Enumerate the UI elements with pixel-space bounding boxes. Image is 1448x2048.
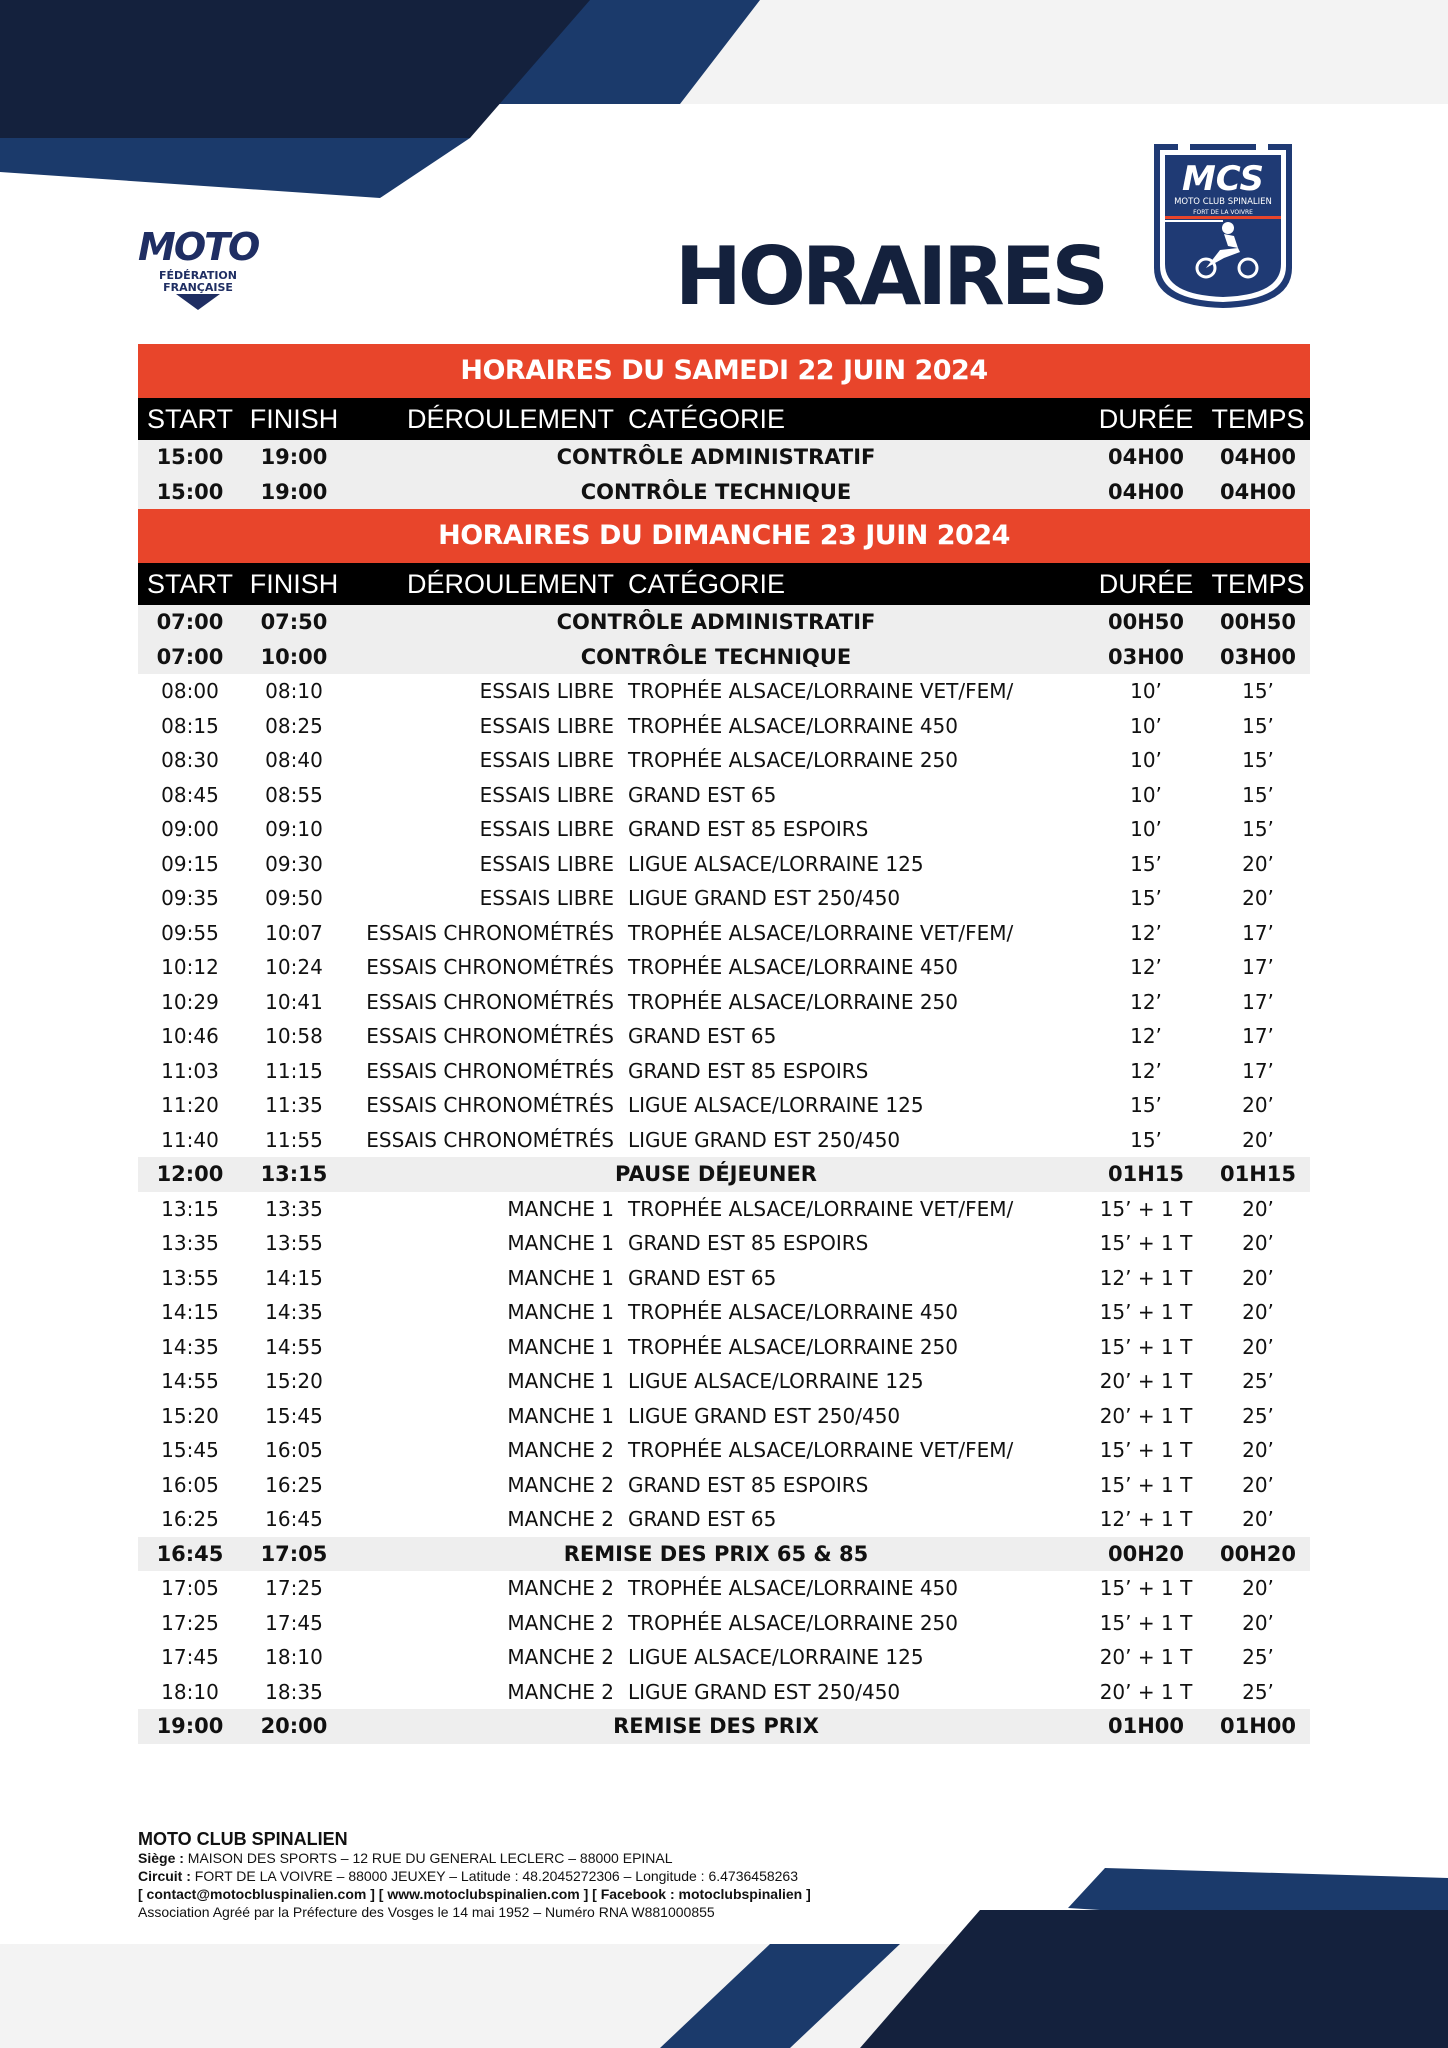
cell-start: 09:15 xyxy=(161,851,219,876)
table-row xyxy=(138,1295,1310,1330)
cell-finish: 17:45 xyxy=(265,1610,323,1635)
cell-deroulement: ESSAIS LIBRE xyxy=(479,851,614,876)
cell-temps: 17’ xyxy=(1242,1024,1274,1048)
cell-duree: 15’ + 1 T xyxy=(1099,1231,1193,1255)
cell-categorie: TROPHÉE ALSACE/LORRAINE 450 xyxy=(628,955,959,979)
table-row xyxy=(138,1640,1310,1675)
cell-deroulement: ESSAIS CHRONOMÉTRÉS xyxy=(366,920,614,945)
cell-deroulement: MANCHE 2 xyxy=(507,1472,614,1497)
cell-start: 08:15 xyxy=(161,713,219,738)
cell-finish: 18:35 xyxy=(265,1679,323,1704)
cell-temps: 20’ xyxy=(1242,851,1274,876)
table-row xyxy=(138,881,1310,916)
cell-label: PAUSE DÉJEUNER xyxy=(615,1162,817,1186)
cell-finish: 08:40 xyxy=(265,748,323,772)
cell-categorie: TROPHÉE ALSACE/LORRAINE VET/FEM/ xyxy=(628,920,1014,945)
cell-finish: 08:55 xyxy=(265,782,323,807)
cell-deroulement: ESSAIS CHRONOMÉTRÉS xyxy=(366,1024,614,1048)
cell-temps: 01H15 xyxy=(1219,1162,1297,1186)
cell-duree: 04H00 xyxy=(1107,445,1185,469)
table-row xyxy=(138,440,1310,475)
cell-duree: 04H00 xyxy=(1107,479,1185,504)
table-row xyxy=(138,1433,1310,1468)
cell-temps: 25’ xyxy=(1242,1369,1274,1393)
cell-start: 07:00 xyxy=(156,644,224,669)
ffm-logo-word: MOTO xyxy=(138,225,259,269)
footer-siege xyxy=(138,1849,1138,1867)
chevron-icon xyxy=(176,294,220,310)
cell-deroulement: ESSAIS LIBRE xyxy=(479,679,614,703)
cell-start: 10:29 xyxy=(161,989,219,1014)
cell-temps: 00H50 xyxy=(1219,610,1297,634)
table-row xyxy=(138,1054,1310,1089)
cell-start: 17:45 xyxy=(161,1645,219,1669)
cell-label: REMISE DES PRIX xyxy=(613,1714,819,1738)
table-row xyxy=(138,1675,1310,1710)
cell-duree: 15’ + 1 T xyxy=(1099,1576,1193,1600)
cell-duree: 12’ xyxy=(1130,955,1162,979)
cell-start: 10:46 xyxy=(161,1024,219,1048)
cell-finish: 19:00 xyxy=(260,445,328,469)
cell-temps: 15’ xyxy=(1242,782,1274,807)
cell-temps: 20’ xyxy=(1242,1093,1274,1117)
cell-duree: 20’ + 1 T xyxy=(1099,1369,1193,1393)
cell-duree: 10’ xyxy=(1130,817,1162,841)
cell-categorie: TROPHÉE ALSACE/LORRAINE 450 xyxy=(628,713,959,738)
cell-start: 08:30 xyxy=(161,748,219,772)
cell-finish: 08:25 xyxy=(265,713,323,738)
cell-finish: 11:15 xyxy=(265,1058,323,1083)
cell-duree: 15’ xyxy=(1130,1127,1162,1152)
table-row xyxy=(138,640,1310,675)
cell-finish: 14:35 xyxy=(265,1300,323,1324)
cell-duree: 15’ + 1 T xyxy=(1099,1610,1193,1635)
table-row xyxy=(138,847,1310,882)
cell-deroulement: MANCHE 1 xyxy=(507,1369,614,1393)
cell-finish: 09:30 xyxy=(265,851,323,876)
cell-deroulement: MANCHE 2 xyxy=(507,1507,614,1531)
cell-start: 09:00 xyxy=(161,817,219,841)
cell-deroulement: ESSAIS LIBRE xyxy=(479,748,614,772)
cell-finish: 11:35 xyxy=(265,1093,323,1117)
cell-deroulement: ESSAIS CHRONOMÉTRÉS xyxy=(366,1058,614,1083)
table-row xyxy=(138,812,1310,847)
cell-finish: 14:15 xyxy=(265,1265,323,1290)
table-row xyxy=(138,1537,1310,1572)
table-row xyxy=(138,1399,1310,1434)
cell-start: 09:55 xyxy=(161,920,219,945)
cell-start: 19:00 xyxy=(156,1714,224,1738)
cell-start: 13:35 xyxy=(161,1231,219,1255)
cell-deroulement: MANCHE 1 xyxy=(507,1300,614,1324)
cell-duree: 00H20 xyxy=(1107,1541,1185,1566)
cell-temps: 20’ xyxy=(1242,1127,1274,1152)
cell-temps: 20’ xyxy=(1242,1576,1274,1600)
cell-start: 16:25 xyxy=(161,1507,219,1531)
cell-deroulement: MANCHE 2 xyxy=(507,1645,614,1669)
cell-categorie: LIGUE ALSACE/LORRAINE 125 xyxy=(628,1369,924,1393)
cell-finish: 13:55 xyxy=(265,1231,323,1255)
cell-duree: 15’ xyxy=(1130,1093,1162,1117)
cell-temps: 20’ xyxy=(1242,1472,1274,1497)
cell-categorie: TROPHÉE ALSACE/LORRAINE 450 xyxy=(628,1300,959,1324)
sunday-header: HORAIRES DU DIMANCHE 23 JUIN 2024 xyxy=(138,509,1310,563)
cell-finish: 13:15 xyxy=(260,1162,328,1186)
col-finish: FINISH xyxy=(249,404,339,434)
cell-temps: 20’ xyxy=(1242,1300,1274,1324)
table-row xyxy=(138,1571,1310,1606)
cell-start: 08:45 xyxy=(161,782,219,807)
cell-start: 14:55 xyxy=(161,1369,219,1393)
cell-categorie: LIGUE GRAND EST 250/450 xyxy=(628,1127,901,1152)
cell-categorie: LIGUE GRAND EST 250/450 xyxy=(628,1679,901,1704)
footer-contacts-text: [ contact@motocbluspinalien.com ] [ www.motoclubspinalien.com ] [ Facebook : motoclubspinalien ] xyxy=(138,1886,811,1902)
cell-finish: 10:24 xyxy=(265,955,323,979)
cell-start: 11:20 xyxy=(161,1093,219,1117)
table-row xyxy=(138,1088,1310,1123)
cell-categorie: GRAND EST 85 ESPOIRS xyxy=(628,1058,869,1083)
cell-temps: 20’ xyxy=(1242,1265,1274,1290)
cell-deroulement: ESSAIS LIBRE xyxy=(479,782,614,807)
cell-temps: 04H00 xyxy=(1219,479,1297,504)
cell-categorie: GRAND EST 65 xyxy=(628,1507,777,1531)
cell-finish: 14:55 xyxy=(265,1334,323,1359)
cell-start: 11:03 xyxy=(161,1058,219,1083)
footer-circuit-text: FORT DE LA VOIVRE – 88000 JEUXEY – Latitude : 48.2045272306 – Longitude : 6.4736458263 xyxy=(190,1868,798,1884)
cell-deroulement: ESSAIS CHRONOMÉTRÉS xyxy=(366,989,614,1014)
table-row xyxy=(138,1709,1310,1744)
cell-categorie: TROPHÉE ALSACE/LORRAINE 250 xyxy=(628,1334,959,1359)
cell-deroulement: ESSAIS CHRONOMÉTRÉS xyxy=(366,955,614,979)
cell-start: 11:40 xyxy=(161,1127,219,1152)
cell-finish: 11:55 xyxy=(265,1127,323,1152)
cell-start: 14:35 xyxy=(161,1334,219,1359)
cell-start: 16:45 xyxy=(156,1541,224,1566)
cell-duree: 15’ xyxy=(1130,851,1162,876)
cell-finish: 09:10 xyxy=(265,817,323,841)
mcs-name: MOTO CLUB SPINALIEN xyxy=(1174,197,1272,207)
cell-finish: 19:00 xyxy=(260,479,328,504)
cell-categorie: TROPHÉE ALSACE/LORRAINE 250 xyxy=(628,748,959,772)
table-row xyxy=(138,1192,1310,1227)
table-row xyxy=(138,1019,1310,1054)
cell-deroulement: MANCHE 1 xyxy=(507,1231,614,1255)
col-duree: DURÉE xyxy=(1098,569,1194,599)
cell-temps: 20’ xyxy=(1242,1438,1274,1462)
cell-temps: 15’ xyxy=(1242,748,1274,772)
cell-finish: 18:10 xyxy=(265,1645,323,1669)
footer-association: Association Agréé par la Préfecture des Vosges le 14 mai 1952 – Numéro RNA W881000855 xyxy=(138,1904,715,1920)
table-row xyxy=(138,1123,1310,1158)
cell-finish: 16:25 xyxy=(265,1472,323,1497)
cell-duree: 10’ xyxy=(1130,782,1162,807)
cell-deroulement: MANCHE 1 xyxy=(507,1265,614,1290)
cell-deroulement: ESSAIS LIBRE xyxy=(479,886,614,910)
cell-start: 13:15 xyxy=(161,1196,219,1221)
cell-temps: 17’ xyxy=(1242,989,1274,1014)
cell-finish: 07:50 xyxy=(260,610,328,634)
cell-label: CONTRÔLE TECHNIQUE xyxy=(580,479,852,504)
cell-duree: 12’ xyxy=(1130,989,1162,1014)
table-row xyxy=(138,1330,1310,1365)
cell-temps: 20’ xyxy=(1242,1231,1274,1255)
cell-categorie: GRAND EST 65 xyxy=(628,1265,777,1290)
sunday-rows xyxy=(138,605,1310,1744)
cell-categorie: GRAND EST 85 ESPOIRS xyxy=(628,817,869,841)
cell-categorie: TROPHÉE ALSACE/LORRAINE VET/FEM/ xyxy=(628,679,1014,703)
cell-duree: 15’ + 1 T xyxy=(1099,1472,1193,1497)
cell-categorie: GRAND EST 85 ESPOIRS xyxy=(628,1231,869,1255)
cell-label: CONTRÔLE TECHNIQUE xyxy=(580,644,852,669)
cell-temps: 17’ xyxy=(1242,955,1274,979)
cell-start: 09:35 xyxy=(161,886,219,910)
cell-duree: 20’ + 1 T xyxy=(1099,1679,1193,1704)
cell-start: 15:20 xyxy=(161,1403,219,1428)
cell-start: 17:05 xyxy=(161,1576,219,1600)
cell-deroulement: ESSAIS CHRONOMÉTRÉS xyxy=(366,1093,614,1117)
cell-duree: 10’ xyxy=(1130,679,1162,703)
cell-temps: 17’ xyxy=(1242,920,1274,945)
cell-finish: 08:10 xyxy=(265,679,323,703)
cell-start: 15:00 xyxy=(156,479,224,504)
cell-duree: 00H50 xyxy=(1107,610,1185,634)
cell-finish: 10:41 xyxy=(265,989,323,1014)
cell-duree: 15’ + 1 T xyxy=(1099,1438,1193,1462)
cell-temps: 15’ xyxy=(1242,817,1274,841)
table-row xyxy=(138,605,1310,640)
cell-categorie: LIGUE GRAND EST 250/450 xyxy=(628,886,901,910)
cell-temps: 20’ xyxy=(1242,1507,1274,1531)
cell-duree: 20’ + 1 T xyxy=(1099,1645,1193,1669)
cell-label: CONTRÔLE ADMINISTRATIF xyxy=(556,445,876,469)
mcs-initials: MCS xyxy=(1181,159,1265,199)
cell-duree: 10’ xyxy=(1130,713,1162,738)
footer-siege-label: Siège : xyxy=(138,1850,184,1866)
footer-siege-text: MAISON DES SPORTS – 12 RUE DU GENERAL LECLERC – 88000 EPINAL xyxy=(183,1850,673,1866)
cell-deroulement: MANCHE 2 xyxy=(507,1576,614,1600)
cell-finish: 10:07 xyxy=(265,920,323,945)
cell-finish: 17:05 xyxy=(260,1541,328,1566)
cell-temps: 15’ xyxy=(1242,679,1274,703)
table-row xyxy=(138,985,1310,1020)
cell-temps: 25’ xyxy=(1242,1645,1274,1669)
col-duree: DURÉE xyxy=(1098,404,1194,434)
cell-deroulement: ESSAIS CHRONOMÉTRÉS xyxy=(366,1127,614,1152)
cell-temps: 15’ xyxy=(1242,713,1274,738)
cell-start: 17:25 xyxy=(161,1610,219,1635)
cell-duree: 15’ + 1 T xyxy=(1099,1300,1193,1324)
cell-finish: 10:58 xyxy=(265,1024,323,1048)
cell-categorie: TROPHÉE ALSACE/LORRAINE 450 xyxy=(628,1576,959,1600)
cell-categorie: GRAND EST 65 xyxy=(628,1024,777,1048)
cell-deroulement: MANCHE 2 xyxy=(507,1610,614,1635)
cell-temps: 25’ xyxy=(1242,1403,1274,1428)
cell-finish: 15:45 xyxy=(265,1403,323,1428)
table-row xyxy=(138,1364,1310,1399)
footer-circuit-label: Circuit : xyxy=(138,1868,191,1884)
cell-finish: 09:50 xyxy=(265,886,323,910)
ffm-logo xyxy=(138,226,258,312)
cell-finish: 16:05 xyxy=(265,1438,323,1462)
cell-label: CONTRÔLE ADMINISTRATIF xyxy=(556,610,876,634)
table-row xyxy=(138,709,1310,744)
cell-temps: 17’ xyxy=(1242,1058,1274,1083)
mcs-logo xyxy=(1148,140,1298,310)
cell-finish: 20:00 xyxy=(260,1714,328,1738)
footer-club-name: MOTO CLUB SPINALIEN xyxy=(138,1829,348,1849)
col-deroulement: DÉROULEMENT xyxy=(406,569,614,599)
cell-categorie: LIGUE ALSACE/LORRAINE 125 xyxy=(628,851,924,876)
table-row xyxy=(138,743,1310,778)
cell-categorie: TROPHÉE ALSACE/LORRAINE 250 xyxy=(628,1610,959,1635)
cell-duree: 15’ xyxy=(1130,886,1162,910)
cell-finish: 17:25 xyxy=(265,1576,323,1600)
cell-duree: 12’ xyxy=(1130,1024,1162,1048)
cell-duree: 15’ + 1 T xyxy=(1099,1334,1193,1359)
cell-temps: 03H00 xyxy=(1219,644,1297,669)
cell-start: 08:00 xyxy=(161,679,219,703)
cell-categorie: TROPHÉE ALSACE/LORRAINE VET/FEM/ xyxy=(628,1196,1014,1221)
ffm-logo-sub1: FÉDÉRATION xyxy=(159,269,237,282)
cell-duree: 01H15 xyxy=(1107,1162,1185,1186)
column-header-row xyxy=(138,563,1310,605)
cell-categorie: LIGUE GRAND EST 250/450 xyxy=(628,1403,901,1428)
cell-temps: 25’ xyxy=(1242,1679,1274,1704)
cell-start: 12:00 xyxy=(156,1162,224,1186)
cell-deroulement: MANCHE 1 xyxy=(507,1196,614,1221)
cell-start: 18:10 xyxy=(161,1679,219,1704)
cell-finish: 16:45 xyxy=(265,1507,323,1531)
footer xyxy=(138,1829,1138,1921)
ffm-logo-sub2: FRANÇAISE xyxy=(163,281,233,294)
table-row xyxy=(138,1606,1310,1641)
mcs-place: FORT DE LA VOIVRE xyxy=(1193,209,1253,216)
footer-circuit xyxy=(138,1867,1138,1885)
cell-duree: 03H00 xyxy=(1107,644,1185,669)
column-header-row xyxy=(138,398,1310,440)
cell-start: 15:45 xyxy=(161,1438,219,1462)
cell-duree: 12’ + 1 T xyxy=(1099,1265,1193,1290)
cell-duree: 12’ + 1 T xyxy=(1099,1507,1193,1531)
table-row xyxy=(138,1226,1310,1261)
cell-duree: 10’ xyxy=(1130,748,1162,772)
cell-start: 15:00 xyxy=(156,445,224,469)
cell-deroulement: MANCHE 2 xyxy=(507,1679,614,1704)
cell-start: 16:05 xyxy=(161,1472,219,1497)
table-row xyxy=(138,674,1310,709)
cell-temps: 20’ xyxy=(1242,886,1274,910)
cell-start: 14:15 xyxy=(161,1300,219,1324)
cell-deroulement: MANCHE 1 xyxy=(507,1334,614,1359)
col-categorie: CATÉGORIE xyxy=(628,569,786,599)
table-row xyxy=(138,1502,1310,1537)
page-title: HORAIRES xyxy=(674,229,1105,323)
table-row xyxy=(138,1261,1310,1296)
saturday-header: HORAIRES DU SAMEDI 22 JUIN 2024 xyxy=(138,344,1310,398)
cell-temps: 20’ xyxy=(1242,1334,1274,1359)
cell-duree: 15’ + 1 T xyxy=(1099,1196,1193,1221)
cell-duree: 12’ xyxy=(1130,920,1162,945)
cell-categorie: TROPHÉE ALSACE/LORRAINE VET/FEM/ xyxy=(628,1438,1014,1462)
cell-finish: 13:35 xyxy=(265,1196,323,1221)
col-deroulement: DÉROULEMENT xyxy=(406,404,614,434)
cell-temps: 20’ xyxy=(1242,1610,1274,1635)
cell-deroulement: MANCHE 2 xyxy=(507,1438,614,1462)
cell-categorie: GRAND EST 65 xyxy=(628,782,777,807)
table-row xyxy=(138,950,1310,985)
table-row xyxy=(138,916,1310,951)
saturday-rows xyxy=(138,440,1310,509)
cell-start: 10:12 xyxy=(161,955,219,979)
cell-start: 13:55 xyxy=(161,1265,219,1290)
col-start: START xyxy=(146,569,233,599)
cell-temps: 20’ xyxy=(1242,1196,1274,1221)
cell-categorie: LIGUE ALSACE/LORRAINE 125 xyxy=(628,1645,924,1669)
col-categorie: CATÉGORIE xyxy=(628,404,786,434)
cell-deroulement: MANCHE 1 xyxy=(507,1403,614,1428)
cell-duree: 12’ xyxy=(1130,1058,1162,1083)
col-finish: FINISH xyxy=(249,569,339,599)
cell-categorie: TROPHÉE ALSACE/LORRAINE 250 xyxy=(628,989,959,1014)
cell-deroulement: ESSAIS LIBRE xyxy=(479,713,614,738)
cell-duree: 20’ + 1 T xyxy=(1099,1403,1193,1428)
table-row xyxy=(138,1468,1310,1503)
cell-finish: 15:20 xyxy=(265,1369,323,1393)
col-temps: TEMPS xyxy=(1211,404,1305,434)
cell-deroulement: ESSAIS LIBRE xyxy=(479,817,614,841)
table-row xyxy=(138,1157,1310,1192)
col-temps: TEMPS xyxy=(1211,569,1305,599)
col-start: START xyxy=(146,404,233,434)
cell-temps: 04H00 xyxy=(1219,445,1297,469)
table-row xyxy=(138,475,1310,510)
cell-start: 07:00 xyxy=(156,610,224,634)
cell-categorie: LIGUE ALSACE/LORRAINE 125 xyxy=(628,1093,924,1117)
table-row xyxy=(138,778,1310,813)
cell-temps: 01H00 xyxy=(1219,1714,1297,1738)
cell-categorie: GRAND EST 85 ESPOIRS xyxy=(628,1472,869,1497)
cell-label: REMISE DES PRIX 65 & 85 xyxy=(563,1541,869,1566)
cell-duree: 01H00 xyxy=(1107,1714,1185,1738)
cell-finish: 10:00 xyxy=(260,644,328,669)
footer-contacts xyxy=(138,1885,1138,1903)
cell-temps: 00H20 xyxy=(1219,1541,1297,1566)
schedule-table xyxy=(138,344,1310,1744)
